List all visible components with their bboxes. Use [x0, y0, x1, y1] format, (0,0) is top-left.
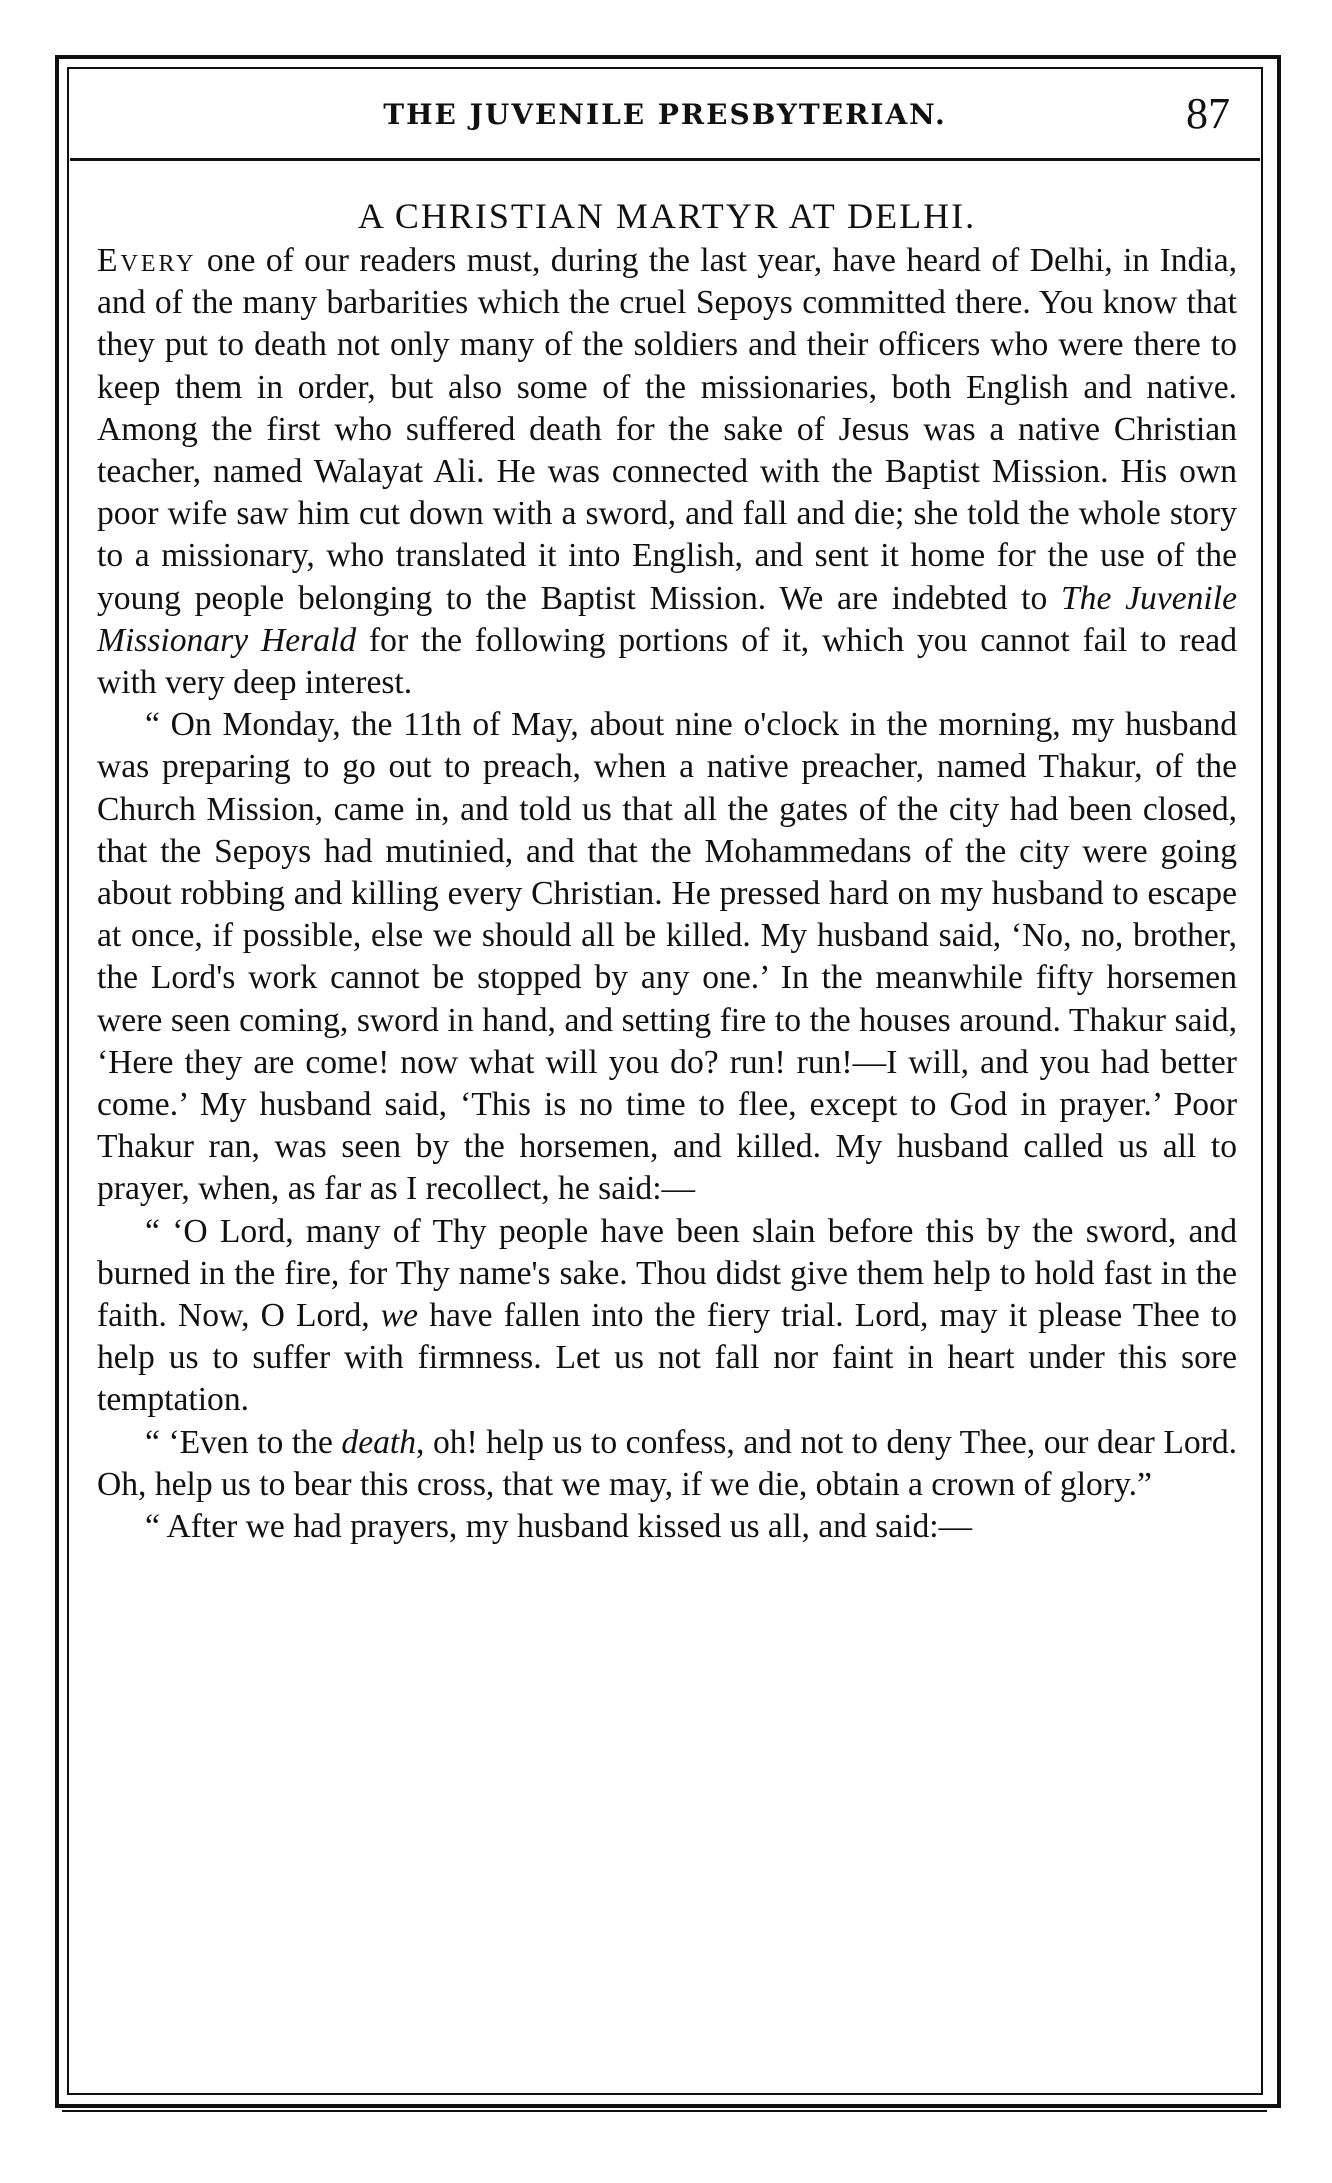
- emphasis-word: we: [380, 1297, 419, 1335]
- paragraph-prayer: [97, 1211, 1237, 1422]
- article: [97, 192, 1237, 1548]
- publication-title: The Juvenile Missionary Herald: [97, 579, 1237, 659]
- paragraph-text: “ ‘Even to the: [145, 1423, 342, 1461]
- running-title: THE JUVENILE PRESBYTERIAN.: [383, 98, 947, 131]
- paragraph-account: “ On Monday, the 11th of May, about nine o'clock in the morning, my husband was preparing to go out to preach, when a native preacher, named Thakur, of the Church Mission, came in, and told us that all the gates of the city had been closed, that the Sepoys had mutinied, and that the Mohammedans of the city were going about robbing and killing every Christian. He pressed hard on my husband to escape at once, if possible, else we should all be killed. My husband said, ‘No, no, brother, the Lord's work cannot be stopped by any one.’ In the meanwhile fifty horsemen were seen coming, sword in hand, and setting fire to the houses around. Thakur said, ‘Here they are come! now what will you do? run! run!—I will, and you had better come.’ My husband said, ‘This is no time to flee, except to God in prayer.’ Poor Thakur ran, was seen by the horsemen, and killed. My husband called us all to prayer, when, as far as I recollect, he said:—: [97, 706, 1237, 1208]
- paragraph-text: , oh! help us to confess, and not to deny Thee, our dear Lord. Oh, help us to bear this cross, that we may, if we die, obtain a crown of glory.”: [97, 1423, 1238, 1503]
- header-rule: [70, 158, 1260, 161]
- article-headline: A CHRISTIAN MARTYR AT DELHI.: [357, 196, 977, 236]
- paragraph-text: one of our readers must, during the last year, have heard of Delhi, in India, and of the many barbarities which the cruel Sepoys committed there. You know that they put to death not only many of the soldiers and their officers who were there to keep them in order, but also some of the missionaries, both English and native. Among the first who suffered death for the sake of Jesus was a native Christian teacher, named Walayat Ali. He was connected with the Baptist Mission. His own poor wife saw him cut down with a sword, and fall and die; she told the whole story to a missionary, who translated it into English, and sent it home for the use of the young people belonging to the Baptist Mission. We are indebted to: [97, 242, 1237, 617]
- bottom-rule: [62, 2110, 1267, 2112]
- drop-lead-word: Every: [97, 242, 197, 279]
- paragraph-text: “ ‘O Lord, many of Thy people have been slain before this by the sword, and burned in the fire, for Thy name's sake. Thou didst give them help to hold fast in the faith. Now, O Lord,: [97, 1212, 1237, 1335]
- running-head: [70, 88, 1260, 148]
- page-number: 87: [1186, 89, 1230, 138]
- paragraph-closing: “ After we had prayers, my husband kissed us all, and said:—: [145, 1508, 973, 1546]
- paragraph-prayer-continued: [97, 1422, 1237, 1506]
- emphasis-word: death: [341, 1423, 417, 1461]
- paragraph-text: have fallen into the fiery trial. Lord, may it please Thee to help us to suffer with firmness. Let us not fall nor faint in heart under this sore temptation.: [97, 1297, 1237, 1419]
- paragraph-text: for the following portions of it, which you cannot fail to read with very deep interest.: [97, 621, 1238, 702]
- paragraph-intro: [97, 240, 1237, 704]
